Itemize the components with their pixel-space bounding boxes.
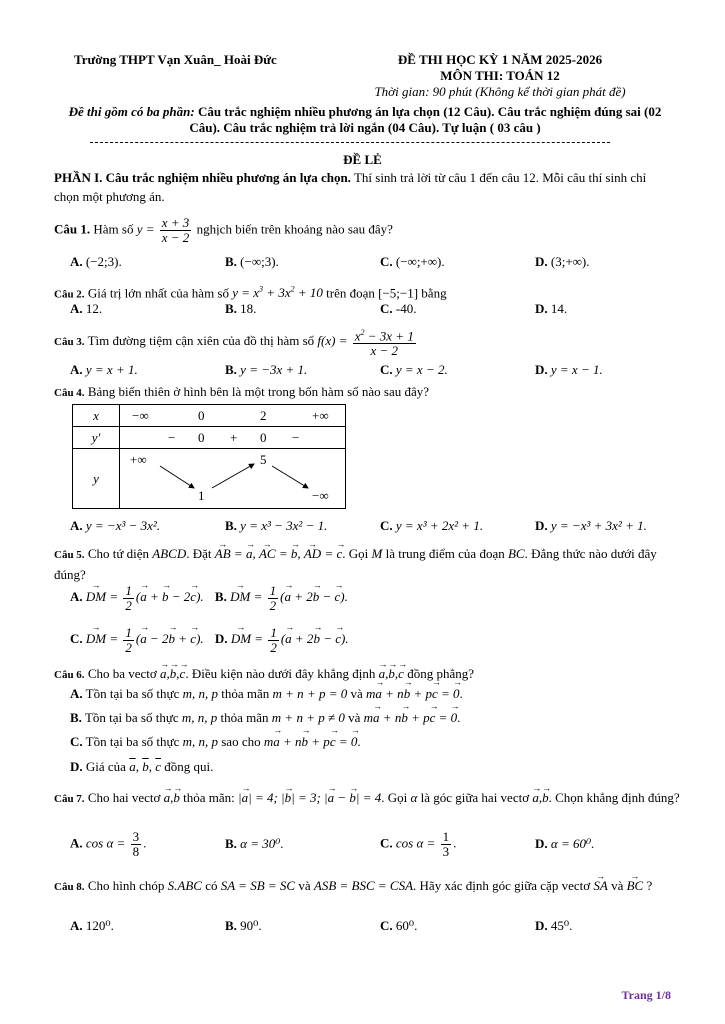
variation-table — [72, 404, 346, 509]
yp-val-1: 0 — [198, 429, 205, 445]
q6-option-b[interactable]: B. Tồn tại ba số thực m, n, p thỏa mãn m + n + p ≠ 0 và m→ a + n→ b + p→ c = → 0. — [70, 710, 670, 726]
q6-label: Câu 6. — [54, 669, 85, 681]
y-val-1: 1 — [198, 487, 205, 503]
x-val-3: +∞ — [312, 407, 329, 423]
q6-pre: Cho ba vectơ — [87, 666, 157, 681]
q1-pre: Hàm số — [93, 221, 134, 237]
q2-option-d[interactable]: D. 14. — [535, 301, 568, 316]
q8-and: và — [611, 878, 624, 893]
yp-val-0: − — [168, 429, 176, 445]
q8-vec-bc: → BC — [627, 878, 644, 893]
q2-pre: Giá trị lớn nhất của hàm số — [87, 285, 229, 301]
q5-text2: . Đặt — [186, 546, 212, 561]
row-x — [120, 405, 346, 427]
q8-pre: Cho hình chóp — [87, 878, 165, 893]
q4-pre: Bảng biến thiên ở hình bên là một trong bốn hàm số nào sau đây? — [87, 384, 430, 399]
q1-function: y = — [136, 221, 155, 237]
q5-m: M — [371, 546, 383, 561]
q3-function: f(x) = — [317, 333, 348, 349]
q8-post: . Hãy xác định góc giữa cặp vectơ — [413, 878, 591, 893]
q8-option-a[interactable]: A. 120⁰. — [70, 918, 114, 933]
q3-option-d[interactable]: D. y = x − 1. — [535, 362, 603, 377]
q5-tetra: ABCD — [152, 546, 187, 561]
q5-text1: Cho tứ diện — [87, 546, 150, 561]
q8-options — [70, 918, 670, 938]
q7-label: Câu 7. — [54, 793, 85, 805]
row-x-label: x — [73, 405, 120, 427]
question-4 — [54, 382, 684, 403]
q5-options-ab — [70, 584, 670, 613]
q2-mid: trên đoạn — [326, 285, 375, 301]
q1-option-d[interactable]: D. (3;+∞). — [535, 254, 590, 269]
q2-option-b[interactable]: B. 18. — [225, 301, 257, 316]
x-val-2: 2 — [260, 407, 267, 423]
q4-option-c[interactable]: C. y = x³ + 2x² + 1. — [380, 518, 484, 533]
q7-post3: . Chọn khẳng định đúng? — [548, 790, 680, 805]
exam-subject: MÔN THI: TOÁN 12 — [440, 68, 560, 83]
intro-italic: Đề thi gồm có ba phần: — [68, 104, 195, 119]
part1-desc: Thí sinh trả lời từ câu 1 đến câu 12. Mỗi câu thí sinh chỉ chọn một phương án. — [54, 170, 647, 204]
question-7 — [54, 788, 684, 809]
x-val-1: 0 — [198, 407, 205, 423]
q7-option-a[interactable]: A. cos α = $\frac{3}{8}$ . — [70, 829, 147, 859]
q3-option-a[interactable]: A. y = x + 1. — [70, 362, 138, 377]
question-5 — [54, 544, 684, 584]
q4-option-a[interactable]: A. y = −x³ − 3x². — [70, 518, 161, 533]
part1-heading — [54, 168, 674, 206]
q2-post: bằng — [421, 285, 447, 301]
q7-option-c[interactable]: C. cos α = $\frac{1}{3}$ . — [380, 829, 457, 859]
q6-option-a[interactable]: A. Tồn tại ba số thực m, n, p thỏa mãn m + n + p = 0 và m→ a + n→ b + p→ c = → 0. — [70, 686, 670, 702]
q6-vectors: → a,→ b,→ c — [160, 666, 185, 681]
q3-option-c[interactable]: C. y = x − 2. — [380, 362, 448, 377]
q6-post: . Điều kiện nào dưới đây khẳng định — [185, 666, 376, 681]
intro-text: Câu trắc nghiệm nhiều phương án lựa chọn (12 Câu). Câu trắc nghiệm đúng sai (02 Câu). Câu trắc nghiệm trả lời ngắn (04 Câu). Tự luận ( 03 câu ) — [189, 104, 662, 135]
q1-option-a[interactable]: A. (−2;3). — [70, 254, 122, 269]
page-number: Trang 1/8 — [621, 988, 671, 1002]
row-yp — [120, 427, 346, 449]
q5-option-a[interactable]: A. → DM = $\frac{1}{2}$ (→ a + → b − 2→ c). — [70, 589, 204, 604]
q8-c1: có — [205, 878, 218, 893]
q1-option-c[interactable]: C. (−∞;+∞). — [380, 254, 445, 269]
q7-vectors-2: → a,→ b — [532, 790, 548, 805]
question-1 — [54, 216, 684, 245]
q7-option-d[interactable]: D. α = 60⁰. — [535, 836, 595, 851]
q7-options — [70, 829, 670, 859]
q7-post: . Gọi — [381, 790, 408, 805]
q5-text5: . Đẳng thức nào dưới đây đúng? — [54, 546, 657, 582]
q8-eq1: SA = SB = SC — [220, 878, 296, 893]
q5-label: Câu 5. — [54, 549, 85, 561]
x-val-0: −∞ — [132, 407, 149, 423]
q5-options-cd — [70, 626, 670, 655]
q2-option-a[interactable]: A. 12. — [70, 301, 103, 316]
exam-time: Thời gian: 90 phút (Không kể thời gian phát đề) — [374, 84, 626, 99]
q5-option-d[interactable]: D. → DM = $\frac{1}{2}$ (→ a + 2→ b − → c). — [215, 631, 349, 646]
q1-option-b[interactable]: B. (−∞;3). — [225, 254, 279, 269]
q1-post: nghịch biến trên khoảng nào sau đây? — [196, 221, 393, 237]
q8-pyramid: S.ABC — [167, 878, 202, 893]
q1-options — [70, 254, 670, 274]
q4-options — [70, 518, 670, 538]
q1-label: Câu 1. — [54, 221, 91, 237]
q1-fraction: $\frac{x + 3}{x - 2}$ — [161, 215, 190, 245]
yp-val-4: − — [292, 429, 300, 445]
q8-vec-sa: → SA — [593, 878, 607, 893]
q6-option-c[interactable]: C. Tồn tại ba số thực m, n, p sao cho m→ a + n→ b + p→ c = → 0. — [70, 734, 670, 750]
y-val-2: 5 — [260, 451, 267, 467]
q4-option-b[interactable]: B. y = x³ − 3x² − 1. — [225, 518, 328, 533]
school-name: Trường THPT Vạn Xuân_ Hoài Đức — [74, 52, 277, 67]
row-y — [120, 449, 346, 509]
q7-vectors: → a,→ b — [164, 790, 180, 805]
q8-option-d[interactable]: D. 45⁰. — [535, 918, 573, 933]
row-yp-label: y′ — [73, 427, 120, 449]
q8-label: Câu 8. — [54, 881, 85, 893]
yp-val-3: 0 — [260, 429, 267, 445]
divider — [90, 142, 610, 143]
question-3 — [54, 326, 684, 358]
q8-option-b[interactable]: B. 90⁰. — [225, 918, 262, 933]
q5-text4: là trung điểm của đoạn — [385, 546, 505, 561]
q7-option-b[interactable]: B. α = 30⁰. — [225, 836, 284, 851]
q2-options — [70, 301, 670, 321]
q8-eq2: ASB = BSC = CSA — [313, 878, 414, 893]
q7-alpha: α — [410, 790, 418, 805]
y-val-0: +∞ — [130, 451, 147, 467]
q7-conditions: |→ a| = 4; |→ b| = 3; |→ a − → b| = 4 — [238, 790, 381, 805]
part1-title: PHẦN I. Câu trắc nghiệm nhiều phương án lựa chọn. — [54, 170, 351, 185]
q8-c2: và — [298, 878, 311, 893]
q2-interval: [−5;−1] — [378, 285, 419, 301]
yp-val-2: + — [230, 429, 238, 445]
q5-option-b[interactable]: B. → DM = $\frac{1}{2}$ (→ a + 2→ b − → c). — [215, 589, 348, 604]
q5-text3: . Gọi — [342, 546, 369, 561]
q5-vec-defs: → AB = → a, → AC = → b, → AD = → c — [215, 546, 342, 561]
q3-fraction: $\frac{x^2 - 3x + 1}{x - 2}$ — [354, 328, 414, 359]
q3-pre: Tìm đường tiệm cận xiên của đồ thị hàm số — [87, 333, 315, 349]
q3-label: Câu 3. — [54, 336, 85, 349]
question-6 — [54, 664, 684, 685]
q4-option-d[interactable]: D. y = −x³ + 3x² + 1. — [535, 518, 647, 533]
de-label: ĐỀ LẺ — [343, 152, 382, 167]
q2-function: $y = x^3 + 3x^2 + 10$ — [232, 285, 323, 301]
q7-post2: là góc giữa hai vectơ — [420, 790, 530, 805]
q3-options — [70, 362, 670, 382]
q2-option-c[interactable]: C. -40. — [380, 301, 417, 316]
question-8: Câu 8. Cho hình chóp S.ABC có SA = SB = SC và ASB = BSC = CSA. Hãy xác định góc giữa cặp vectơ → SA và → BC ? — [54, 876, 684, 897]
q4-label: Câu 4. — [54, 387, 85, 399]
q5-option-c[interactable]: C. → DM = $\frac{1}{2}$ (→ a − 2→ b + → c). — [70, 631, 204, 646]
q2-label: Câu 2. — [54, 288, 85, 301]
exam-title: ĐỀ THI HỌC KỲ 1 NĂM 2025-2026 — [397, 52, 603, 67]
q5-bc: BC — [507, 546, 525, 561]
q8-option-c[interactable]: C. 60⁰. — [380, 918, 418, 933]
q6-vectors-2: → a,→ b,→ c — [379, 666, 404, 681]
q7-pre: Cho hai vectơ — [87, 790, 161, 805]
variation-arrows — [120, 450, 346, 508]
q6-post2: đồng phẳng? — [407, 666, 474, 681]
row-y-label: y — [73, 449, 120, 509]
q7-mid: thỏa mãn: — [183, 790, 235, 805]
exam-intro — [60, 104, 670, 136]
q6-option-d[interactable]: D. Giá của $\overline{a}$, $\overline{b}$, $\overline{c}$ đồng qui. — [70, 759, 214, 774]
q3-option-b[interactable]: B. y = −3x + 1. — [225, 362, 308, 377]
y-val-3: −∞ — [312, 487, 329, 503]
exam-header — [360, 52, 640, 100]
